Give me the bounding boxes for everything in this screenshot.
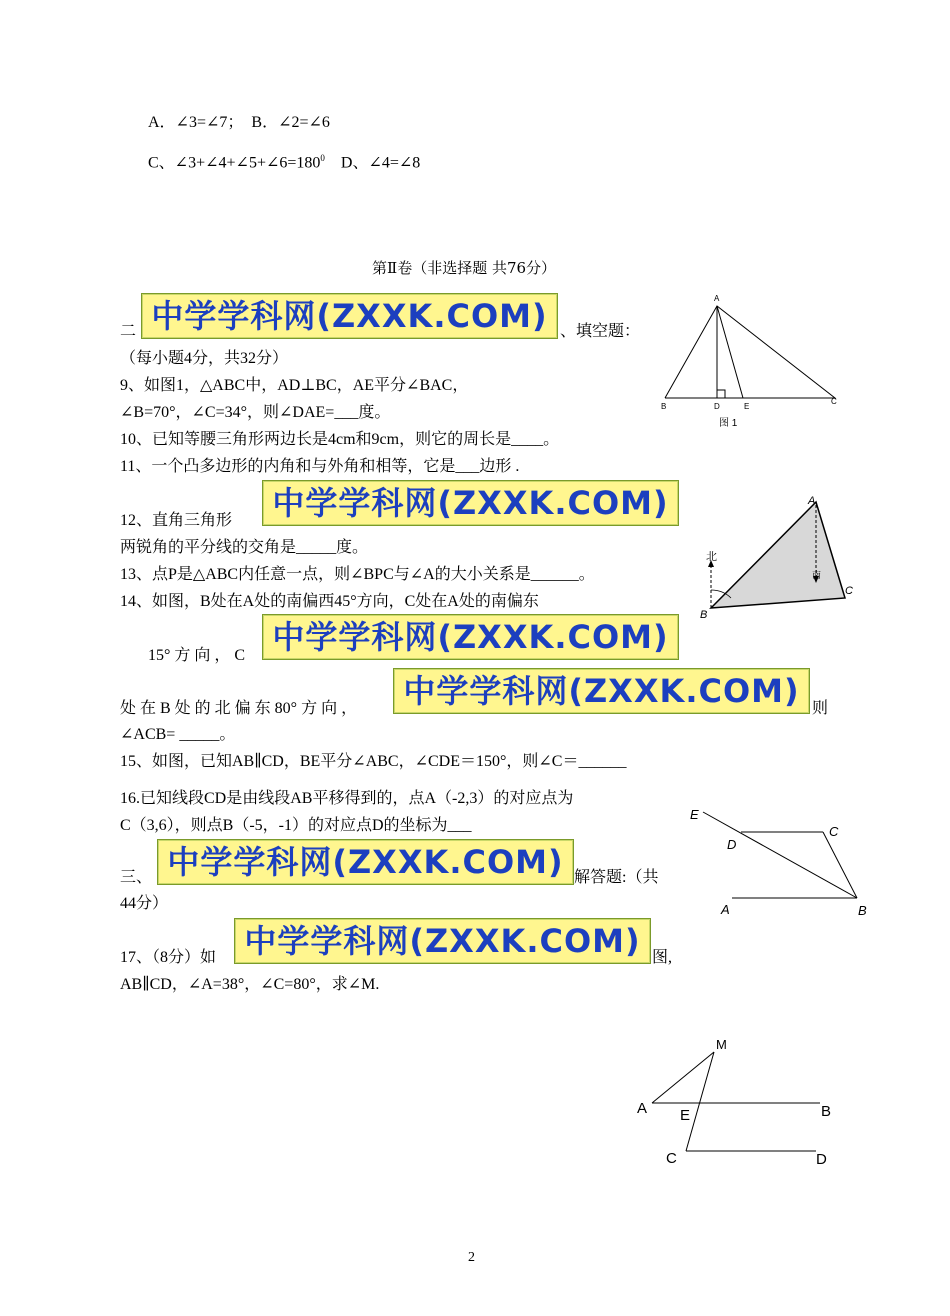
section-3-line-2: 44分） [120,895,169,912]
q9-line-2: ∠B=70°，∠C=34°，则∠DAE=___度。 [120,404,391,421]
watermark-banner: 中学学科网(ZXXK.COM) [141,293,558,339]
watermark-banner: 中学学科网(ZXXK.COM) [234,918,651,964]
fig15-label-e: E [690,807,699,822]
section-2-title: 第Ⅱ卷（非选择题 共76分） [372,259,557,277]
section-3-suffix: 解答题:（共 [574,869,659,886]
q12-prefix: 12、直角三角形 [120,512,233,529]
fig14-triangle [711,502,845,608]
q10: 10、已知等腰三角形两边长是4cm和9cm，则它的周长是____。 [120,431,560,448]
fig17-label-b: B [821,1103,832,1120]
fig14-label-south: 南 [812,570,822,580]
fig15-label-d: D [727,837,737,852]
q11: 11、一个凸多边形的内角和与外角和相等，它是___边形 . [120,458,520,475]
fig1-label-d: D [714,402,720,411]
fig1-right-angle-mark [717,390,725,398]
q12-line-2: 两锐角的平分线的交角是_____度。 [120,539,369,556]
fig17-label-e: E [680,1107,691,1124]
fig17-line-mc [686,1052,714,1151]
fig17-line-am [652,1052,714,1103]
q17-line-2: AB∥CD，∠A=38°，∠C=80°，求∠M. [120,976,380,993]
watermark-banner: 中学学科网(ZXXK.COM) [262,480,679,526]
figure-17 [630,1030,845,1175]
q14-line-3: 处 在 B 处 的 北 偏 东 80° 方 向 ， [120,700,358,717]
q17-prefix: 17、（8分）如 [120,949,217,966]
q14-line-2: 15° 方 向 ， C [148,647,246,664]
fig17-label-d: D [816,1151,827,1168]
fig1-triangle [665,306,835,398]
q9-line-1: 9、如图1，△ABC中，AD⊥BC，AE平分∠BAC， [120,377,469,394]
fig1-bisector-ae [717,306,743,398]
fig17-label-a: A [637,1100,648,1117]
fig1-caption: 图 1 [719,418,738,429]
q16-line-2: C（3,6），则点B（-5，-1）的对应点D的坐标为___ [120,817,472,834]
page-number: 2 [468,1250,475,1265]
fig1-label-a: A [714,294,720,303]
watermark-banner: 中学学科网(ZXXK.COM) [393,668,810,714]
watermark-banner: 中学学科网(ZXXK.COM) [157,839,574,885]
q14-line-1: 14、如图，B处在A处的南偏西45°方向，C处在A处的南偏东 [120,593,539,610]
q14-line-3-end: 则 [812,700,829,717]
q16-line-1: 16.已知线段CD是由线段AB平移得到的，点A（-2,3）的对应点为 [120,790,574,807]
fig14-label-c: C [845,585,853,597]
section-2-prefix: 二 [120,323,137,340]
choice-line-2 [148,148,420,173]
figure-1 [655,290,845,430]
fig17-label-c: C [666,1150,677,1167]
fig14-label-b: B [700,609,708,621]
degree-superscript: 0 [320,153,325,163]
choice-line-1: A．∠3=∠7； B．∠2=∠6 [148,114,330,131]
section-2-note: （每小题4分，共32分） [120,350,289,367]
section-2-suffix: 、填空题： [560,323,641,340]
choice-c: C、∠3+∠4+∠5+∠6=180 [148,154,321,172]
q13: 13、点P是△ABC内任意一点，则∠BPC与∠A的大小关系是______。 [120,566,595,583]
fig15-label-c: C [829,824,839,839]
fig14-label-north: 北 [706,551,717,563]
q14-line-4: ∠ACB= _____。 [120,726,236,743]
q15: 15、如图，已知AB∥CD，BE平分∠ABC，∠CDE＝150°，则∠C＝______ [120,753,627,770]
fig14-label-a: A [808,495,816,507]
fig15-label-b: B [858,903,867,918]
fig1-label-c: C [831,397,837,406]
fig1-label-b: B [661,402,667,411]
fig15-label-a: A [721,902,730,917]
section-3-prefix: 三、 [120,869,153,886]
watermark-banner: 中学学科网(ZXXK.COM) [262,614,679,660]
fig17-label-m: M [716,1037,727,1052]
choice-d: D、∠4=∠8 [324,154,421,172]
q17-suffix: 图, [652,949,673,966]
figure-15 [685,800,875,925]
figure-14 [698,490,863,625]
fig1-label-e: E [744,402,750,411]
